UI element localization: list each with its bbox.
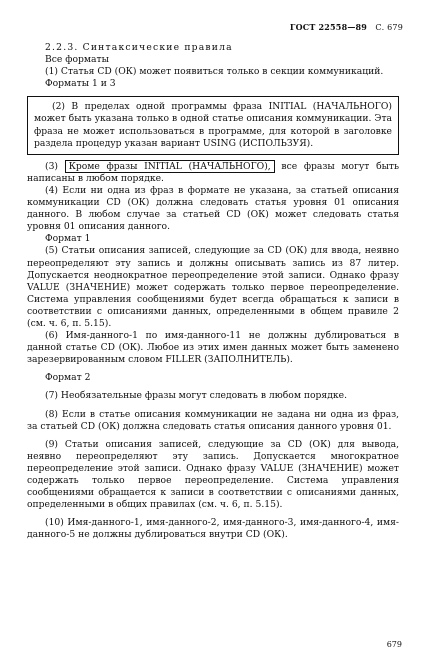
rule-10: (10) Имя-данного-1, имя-данного-2, имя-данного-3, имя-данного-4, имя-данного-5 не должны дублироваться внутри CD (ОК).: [27, 517, 399, 541]
rule-9: (9) Статьи описания записей, следующие за CD (ОК) для вывода, неявно переопределяют эту запись. Допускается многократное переопределение этой записи. Однако фразу VALUE (ЗНАЧЕНИЕ) может содержать только первое переопределение. Система управления сообщениями обращается к записи в соответствии с описаниями данных, определенными в общих правилах (см. ч. 6, п. 5.15).: [27, 438, 399, 511]
page-content: [27, 42, 399, 541]
formats-1-3-label: Форматы 1 и 3: [45, 78, 116, 90]
rule-1: (1) Статья CD (ОК) может появиться только в секции коммуникаций.: [45, 66, 384, 78]
header-page-number: С. 679: [375, 23, 403, 32]
standard-number: ГОСТ 22558—89: [289, 22, 368, 32]
rule-2: (2) В пределах одной программы фраза INITIAL (НАЧАЛЬНОГО) может быть указана только в одной статье описания коммуникации. Эта фраза не может использоваться в программе, для которой в заголовке раздела процедур указан вариант USING (ИСПОЛЬЗУЯ).: [34, 101, 392, 149]
rule-4: (4) Если ни одна из фраз в формате не указана, за статьей описания коммуникации CD (ОК) должна следовать статья уровня 01 описания данного. В любом случае за статьей CD (ОК) может следовать статья уровня 01 описания данного.: [27, 184, 399, 233]
section-title: 2.2.3. Синтаксические правила: [45, 42, 233, 53]
format-1-label: Формат 1: [45, 233, 91, 245]
rule-3: [27, 161, 399, 185]
rule-3-boxed-text: Кроме фразы INITIAL (НАЧАЛЬНОГО),: [65, 160, 275, 173]
rule-8: (8) Если в статье описания коммуникации не задана ни одна из фраз, за статьей CD (ОК) должна следовать статья описания данного уровня 01.: [27, 408, 399, 432]
rule-3-prefix: (3): [45, 160, 59, 172]
format-2-label: Формат 2: [45, 372, 91, 384]
rule-3-suffix: все фразы могут быть написаны в любом порядке.: [27, 160, 400, 184]
all-formats-label: Все форматы: [45, 54, 109, 66]
rule-6: (6) Имя-данного-1 по имя-данного-11 не должны дублироваться в данной статье CD (ОК). Любое из этих имен данных может быть заменено зарезервированным словом FILLER (ЗАПОЛНИТЕЛЬ).: [27, 330, 399, 366]
rule-5: (5) Статьи описания записей, следующие за CD (ОК) для ввода, неявно переопределяют эту запись и должны описывать запись из 87 литер. Допускается неоднократное переопределение этой записи. Однако фразу VALUE (ЗНАЧЕНИЕ) может содержать только первое переопределение. Система управления сообщениями будет всегда обращаться к записи в соответствии с описаниями данных, определенными в общем правиле 2 (см. ч. 6, п. 5.15).: [27, 245, 399, 329]
rule-2-box: [27, 96, 399, 154]
rule-7: (7) Необязательные фразы могут следовать в любом порядке.: [45, 390, 347, 402]
page-header: [290, 22, 403, 32]
page-number: 679: [386, 640, 402, 649]
